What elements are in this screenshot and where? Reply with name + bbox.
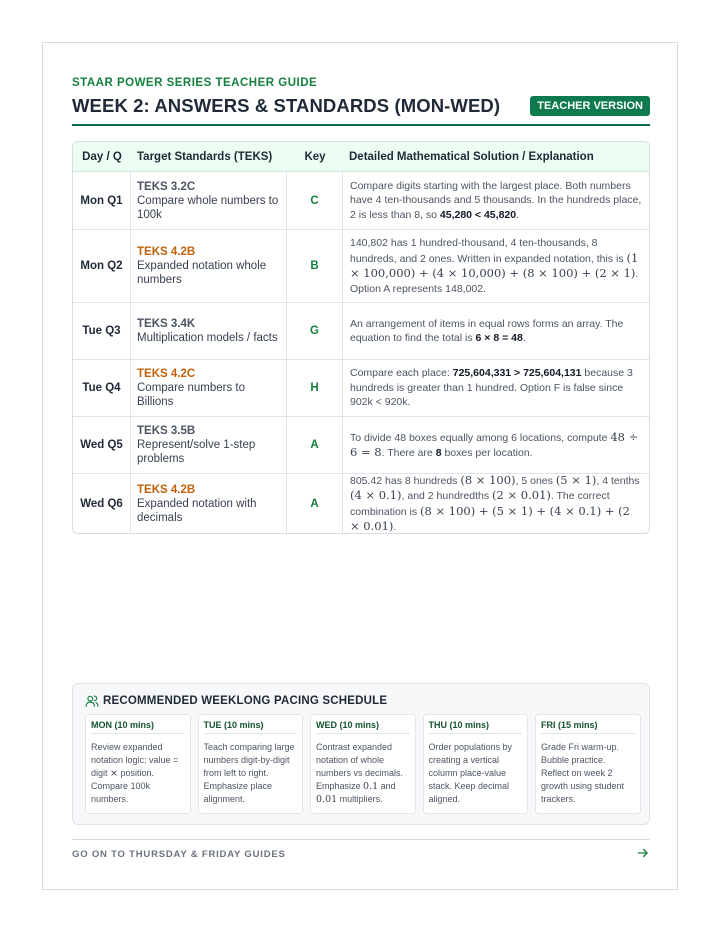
card-day: WED (10 mins) [316, 720, 410, 734]
footer-divider [72, 839, 650, 840]
col-header-solution: Detailed Mathematical Solution / Explanation [349, 150, 594, 163]
solution-cell: Compare digits starting with the largest place. Both numbers have 4 ten-thousands and 5 thousands. In the hundreds place, 2 is less than 8, so 45,280 < 45,820. [350, 179, 642, 221]
teacher-version-badge: TEACHER VERSION [530, 96, 650, 116]
pacing-card-fri [535, 714, 641, 814]
pacing-schedule-panel [72, 683, 650, 825]
card-day: FRI (15 mins) [541, 720, 635, 734]
day-cell: Mon Q2 [73, 230, 131, 302]
teks-cell [131, 172, 287, 229]
teks-code: TEKS 4.2B [137, 483, 196, 496]
table-row [73, 474, 649, 533]
table-header [73, 142, 649, 172]
users-icon [85, 694, 99, 708]
pacing-cards [85, 714, 641, 814]
teks-cell [131, 417, 287, 473]
teks-cell [131, 474, 287, 533]
col-header-key: Key [304, 150, 326, 163]
pacing-header [85, 694, 387, 708]
card-day: MON (10 mins) [91, 720, 185, 734]
solution-cell: 140,802 has 1 hundred-thousand, 4 ten-thousands, 8 hundreds, and 2 ones. Written in expanded notation, this is (1 × 100,000) + (4 × 10,000) + (8 × 100) + (2 × 1). Option A represents 148,002. [350, 237, 639, 295]
teks-code: TEKS 4.2B [137, 246, 196, 258]
pacing-card-mon [85, 714, 191, 814]
answer-key: H [287, 360, 343, 416]
teks-cell [131, 303, 287, 359]
day-cell: Tue Q4 [73, 360, 131, 416]
pacing-title: RECOMMENDED WEEKLONG PACING SCHEDULE [103, 695, 388, 707]
teks-cell [131, 230, 287, 302]
day-cell: Wed Q5 [73, 417, 131, 473]
card-description: Grade Fri warm-up. Bubble practice. Reflect on week 2 growth using student trackers. [541, 742, 625, 804]
pacing-card-thu [423, 714, 529, 814]
answers-table [72, 141, 650, 534]
answer-key: C [287, 172, 343, 229]
teks-code: TEKS 4.2C [137, 368, 196, 380]
page-title: WEEK 2: ANSWERS & STANDARDS (MON-WED) [72, 95, 501, 116]
teks-cell [131, 360, 287, 416]
guide-page [42, 42, 678, 890]
card-description: Contrast expanded notation of whole numbers vs decimals. Emphasize 0.1 and 0.01 multipliers. [316, 742, 404, 805]
table-row [73, 172, 649, 230]
col-header-teks: Target Standards (TEKS) [137, 150, 273, 163]
teks-description: Compare whole numbers to 100k [137, 194, 279, 221]
card-description: Order populations by creating a vertical column place-value stack. Keep decimal aligned. [428, 742, 513, 804]
teks-description: Multiplication models / facts [137, 332, 278, 344]
solution-cell: 805.42 has 8 hundreds (8 × 100), 5 ones (5 × 1), 4 tenths (4 × 0.1), and 2 hundredths (2 × 0.01). The correct combination is (8 × 100) + (5 × 1) + (4 × 0.1) + (2 × 0.01). [350, 472, 640, 533]
card-description: Teach comparing large numbers digit-by-digit from left to right. Emphasize place alignment. [203, 742, 295, 804]
solution-cell: Compare each place: 725,604,331 > 725,604,131 because 3 hundreds is greater than 1 hundred. Option F is false since 902k < 920k. [350, 367, 633, 409]
answer-key: A [287, 474, 343, 533]
pacing-card-tue [198, 714, 304, 814]
col-header-day: Day / Q [82, 150, 122, 163]
teks-code: TEKS 3.2C [137, 180, 196, 193]
card-day: THU (10 mins) [429, 720, 523, 734]
arrow-right-icon[interactable] [636, 846, 650, 860]
table-row [73, 230, 649, 303]
title-divider [72, 124, 650, 126]
solution-cell: To divide 48 boxes equally among 6 locations, compute 48 ÷ 6 = 8. There are 8 boxes per location. [350, 429, 639, 459]
table-row [73, 417, 649, 474]
answer-key: B [287, 230, 343, 302]
teks-description: Compare numbers to Billions [137, 382, 246, 408]
answer-key: G [287, 303, 343, 359]
teks-code: TEKS 3.5B [137, 425, 196, 437]
card-description: Review expanded notation logic: value = digit × position. Compare 100k numbers. [91, 742, 179, 804]
solution-cell: An arrangement of items in equal rows forms an array. The equation to find the total is 6 × 8 = 48. [350, 317, 624, 344]
teks-description: Represent/solve 1-step problems [137, 439, 256, 465]
footer-next-link[interactable]: GO ON TO THURSDAY & FRIDAY GUIDES [72, 849, 286, 860]
day-cell: Mon Q1 [73, 172, 131, 229]
day-cell: Wed Q6 [73, 474, 131, 533]
table-row [73, 303, 649, 360]
teks-code: TEKS 3.4K [137, 318, 196, 330]
pacing-card-wed [310, 714, 416, 814]
teks-description: Expanded notation with decimals [137, 497, 257, 524]
table-row [73, 360, 649, 417]
answer-key: A [287, 417, 343, 473]
card-day: TUE (10 mins) [204, 720, 298, 734]
teks-description: Expanded notation whole numbers [137, 260, 267, 286]
series-label: STAAR POWER SERIES TEACHER GUIDE [72, 77, 318, 89]
day-cell: Tue Q3 [73, 303, 131, 359]
